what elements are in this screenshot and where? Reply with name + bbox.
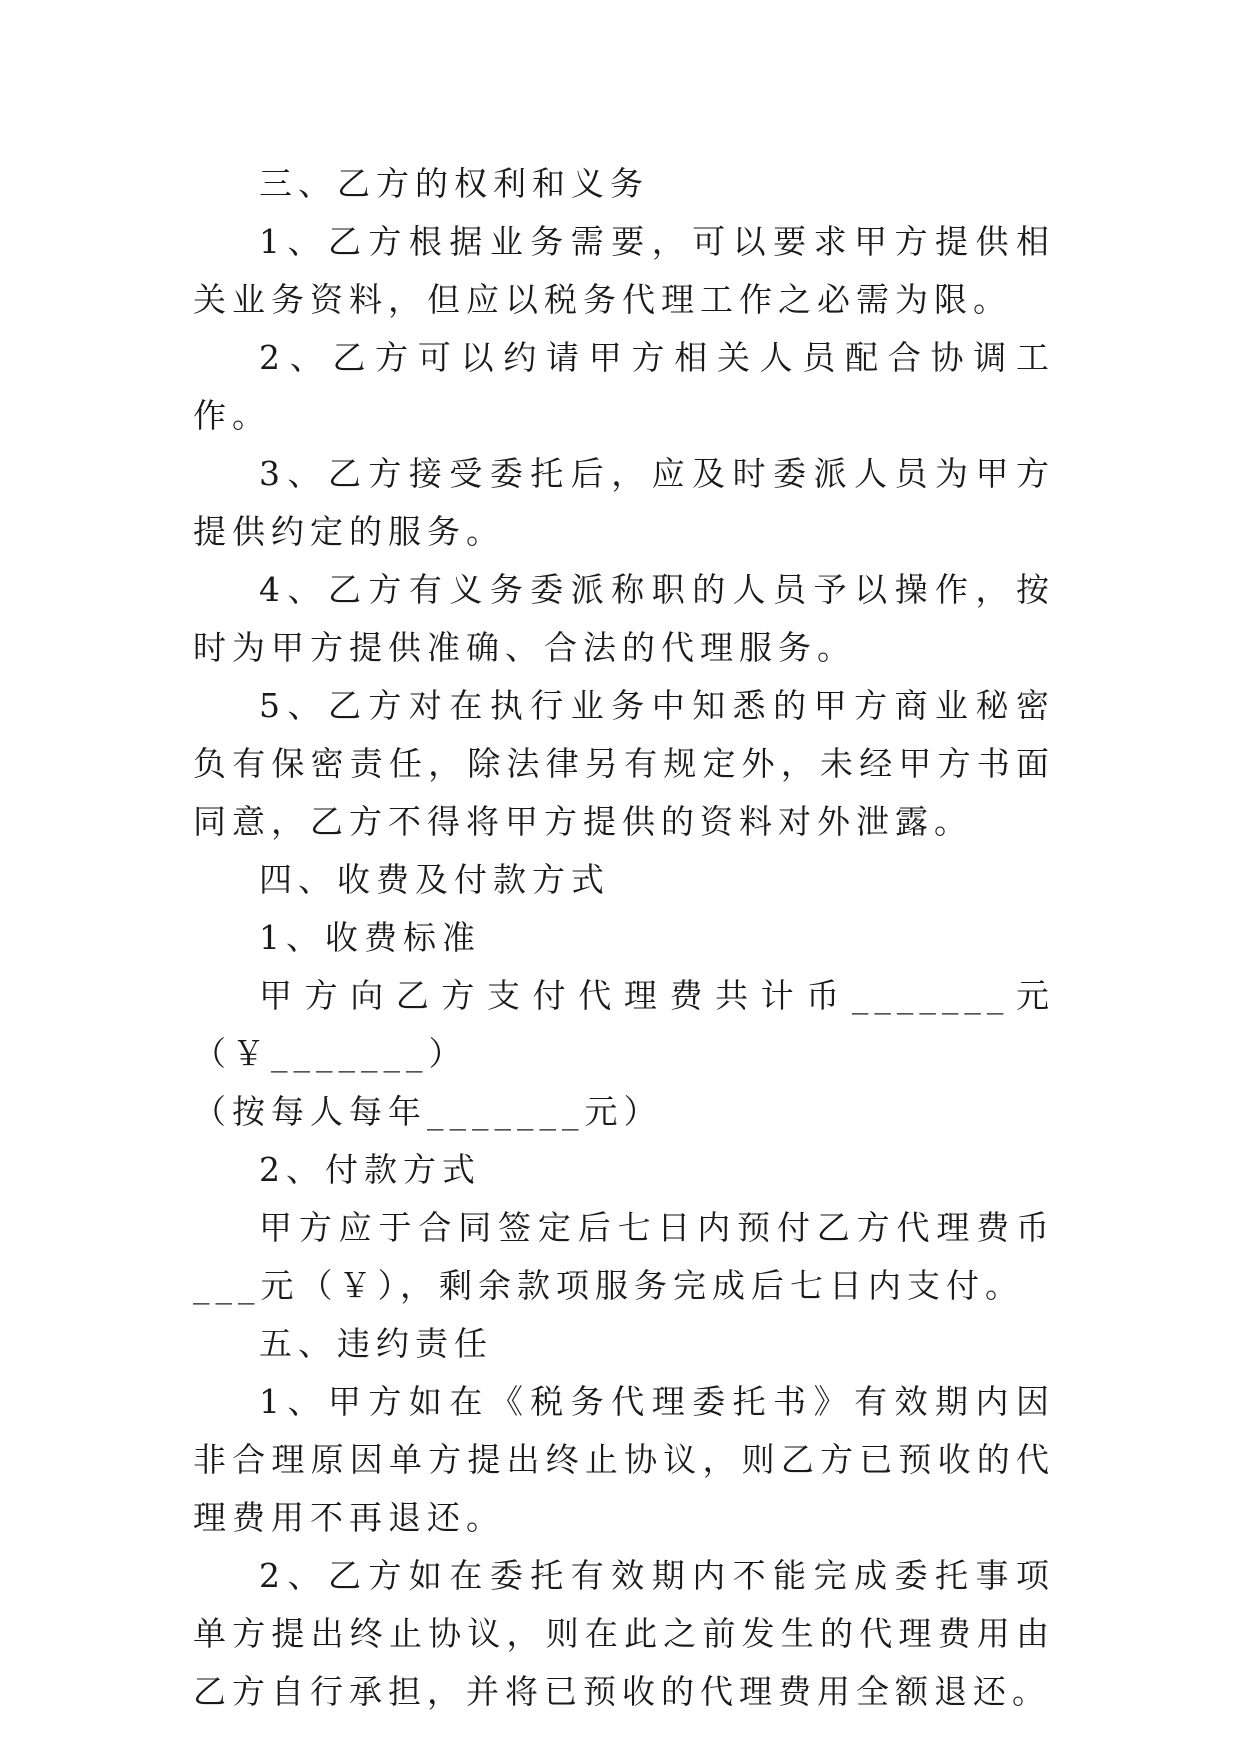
clause-3-1: 1、乙方根据业务需要，可以要求甲方提供相关业务资料，但应以税务代理工作之必需为限。 xyxy=(193,222,1055,319)
document-page xyxy=(193,155,1055,1721)
clause-3-5: 5、乙方对在执行业务中知悉的甲方商业秘密负有保密责任，除法律另有规定外，未经甲方书面同意，乙方不得将甲方提供的资料对外泄露。 xyxy=(193,686,1055,841)
section-heading-5: 五、违约责任 xyxy=(259,1324,493,1363)
clause-4-1-title: 1、收费标准 xyxy=(259,918,481,957)
section-heading-4: 四、收费及付款方式 xyxy=(259,860,610,899)
clause-4-1-fee-per-person: （按每人每年_______元） xyxy=(193,1092,663,1131)
clause-4-2-title: 2、付款方式 xyxy=(259,1150,481,1189)
clause-4-2-body: 甲方应于合同签定后七日内预付乙方代理费币___元（￥），剩余款项服务完成后七日内支付。 xyxy=(193,1208,1055,1305)
section-heading-3: 三、乙方的权利和义务 xyxy=(259,164,649,203)
clause-3-2: 2、乙方可以约请甲方相关人员配合协调工作。 xyxy=(193,338,1055,435)
clause-4-1-fee-total: 甲方向乙方支付代理费共计币_______元（￥_______） xyxy=(193,976,1055,1073)
clause-5-2: 2、乙方如在委托有效期内不能完成委托事项单方提出终止协议，则在此之前发生的代理费用由乙方自行承担，并将已预收的代理费用全额退还。 xyxy=(193,1556,1055,1711)
clause-5-1: 1、甲方如在《税务代理委托书》有效期内因非合理原因单方提出终止协议，则乙方已预收的代理费用不再退还。 xyxy=(193,1382,1055,1537)
clause-3-3: 3、乙方接受委托后，应及时委派人员为甲方提供约定的服务。 xyxy=(193,454,1055,551)
clause-3-4: 4、乙方有义务委派称职的人员予以操作，按时为甲方提供准确、合法的代理服务。 xyxy=(193,570,1055,667)
